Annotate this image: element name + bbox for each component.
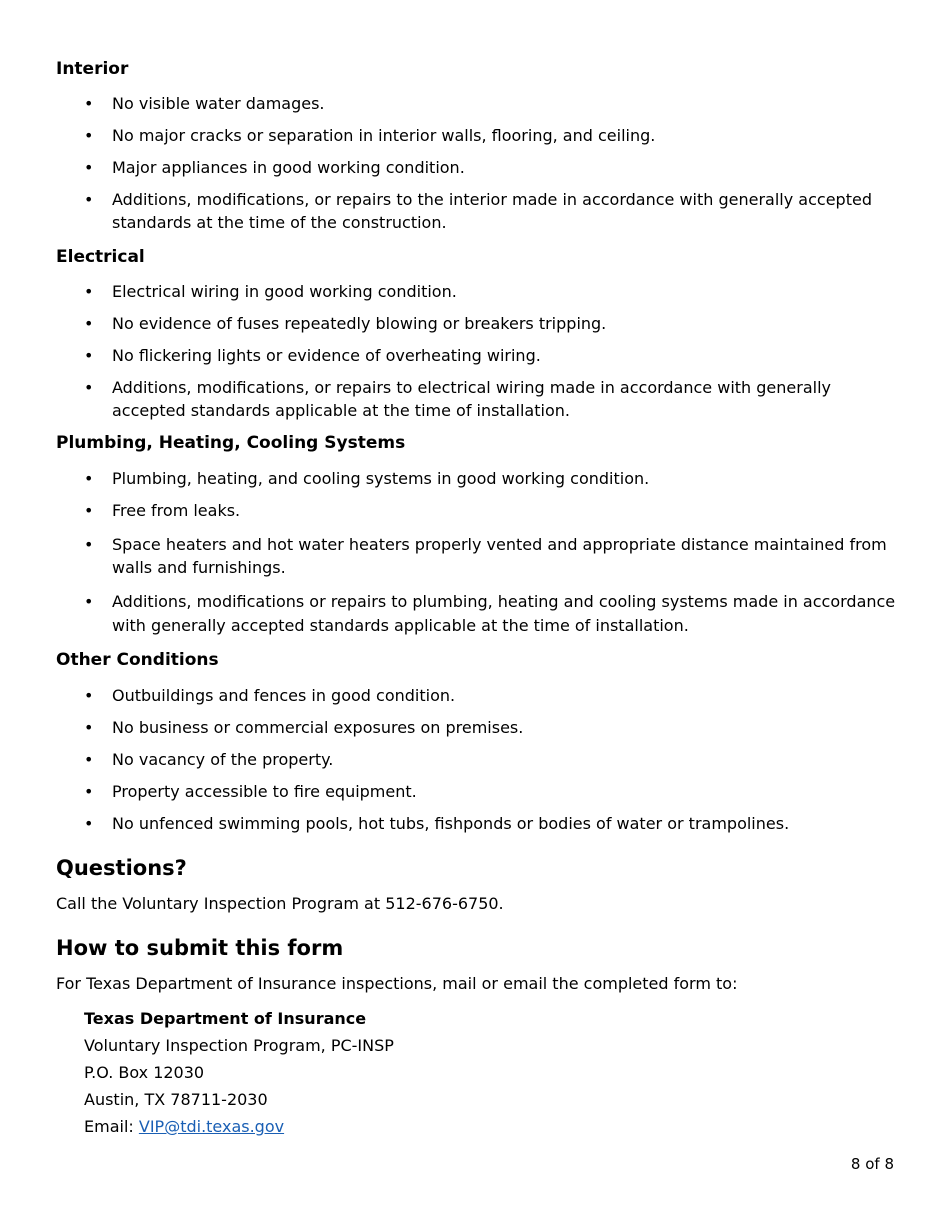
address-line-po-box: P.O. Box 12030 bbox=[84, 1063, 205, 1082]
submit-heading: How to submit this form bbox=[56, 936, 344, 960]
list-item: • Free from leaks. bbox=[84, 501, 241, 520]
section-plumbing bbox=[56, 432, 896, 638]
bullet-glyph: • bbox=[84, 782, 94, 801]
bullet-list bbox=[56, 280, 896, 422]
bullet-glyph: • bbox=[84, 346, 94, 365]
bullet-list bbox=[56, 92, 896, 234]
email-link[interactable]: VIP@tdi.texas.gov bbox=[138, 1117, 285, 1136]
questions-heading: Questions? bbox=[56, 856, 187, 880]
bullet-list bbox=[56, 684, 896, 835]
section-heading: Plumbing, Heating, Cooling Systems bbox=[56, 433, 406, 453]
bullet-glyph: • bbox=[84, 190, 94, 209]
list-item: • Space heaters and hot water heaters properly vented and appropriate distance maintained from walls and furnishings. bbox=[84, 535, 887, 577]
bullet-glyph: • bbox=[84, 94, 94, 113]
list-item: • Major appliances in good working condition. bbox=[84, 158, 465, 177]
list-item: • Additions, modifications, or repairs to the interior made in accordance with generally accepted standards at the time of the construction. bbox=[84, 190, 872, 232]
mailing-address bbox=[56, 1005, 896, 1140]
bullet-glyph: • bbox=[84, 282, 94, 301]
bullet-glyph: • bbox=[84, 686, 94, 705]
bullet-glyph: • bbox=[84, 814, 94, 833]
section-other-conditions bbox=[56, 649, 896, 835]
address-organization: Texas Department of Insurance bbox=[84, 1009, 367, 1028]
address-line-city: Austin, TX 78711-2030 bbox=[84, 1090, 268, 1109]
bullet-list bbox=[56, 467, 896, 638]
bullet-glyph: • bbox=[84, 501, 94, 520]
section-electrical bbox=[56, 246, 896, 422]
list-item: • Outbuildings and fences in good condition. bbox=[84, 686, 456, 705]
section-questions bbox=[56, 854, 896, 915]
page-number: 8 of 8 bbox=[850, 1155, 894, 1173]
submit-intro: For Texas Department of Insurance inspections, mail or email the completed form to: bbox=[56, 974, 738, 993]
address-line-program: Voluntary Inspection Program, PC-INSP bbox=[84, 1036, 394, 1055]
questions-text: Call the Voluntary Inspection Program at 512-676-6750. bbox=[56, 894, 504, 913]
list-item: • No vacancy of the property. bbox=[84, 750, 334, 769]
bullet-glyph: • bbox=[84, 535, 94, 554]
section-submit bbox=[56, 934, 896, 1140]
list-item: • Electrical wiring in good working condition. bbox=[84, 282, 457, 301]
page-content bbox=[56, 58, 896, 1140]
address-email-line bbox=[84, 1113, 896, 1140]
section-heading: Electrical bbox=[56, 247, 145, 267]
bullet-glyph: • bbox=[84, 314, 94, 333]
email-label: Email: bbox=[84, 1117, 139, 1136]
bullet-glyph: • bbox=[84, 378, 94, 397]
list-item: • No evidence of fuses repeatedly blowing or breakers tripping. bbox=[84, 314, 607, 333]
bullet-glyph: • bbox=[84, 126, 94, 145]
bullet-glyph: • bbox=[84, 718, 94, 737]
list-item: • No business or commercial exposures on premises. bbox=[84, 718, 524, 737]
list-item: • Plumbing, heating, and cooling systems in good working condition. bbox=[84, 469, 650, 488]
list-item: • Additions, modifications or repairs to plumbing, heating and cooling systems made in accordance with generally accepted standards applicable at the time of installation. bbox=[84, 592, 896, 635]
list-item: • No flickering lights or evidence of overheating wiring. bbox=[84, 346, 541, 365]
section-heading: Other Conditions bbox=[56, 650, 219, 670]
section-heading: Interior bbox=[56, 59, 129, 79]
list-item: • No major cracks or separation in interior walls, flooring, and ceiling. bbox=[84, 126, 656, 145]
list-item: • Additions, modifications, or repairs to electrical wiring made in accordance with generally accepted standards applicable at the time of installation. bbox=[84, 378, 831, 420]
bullet-glyph: • bbox=[84, 469, 94, 488]
list-item: • No unfenced swimming pools, hot tubs, fishponds or bodies of water or trampolines. bbox=[84, 814, 790, 833]
bullet-glyph: • bbox=[84, 750, 94, 769]
list-item: • Property accessible to fire equipment. bbox=[84, 782, 417, 801]
bullet-glyph: • bbox=[84, 592, 94, 611]
section-interior bbox=[56, 58, 896, 234]
bullet-glyph: • bbox=[84, 158, 94, 177]
list-item: • No visible water damages. bbox=[84, 94, 325, 113]
